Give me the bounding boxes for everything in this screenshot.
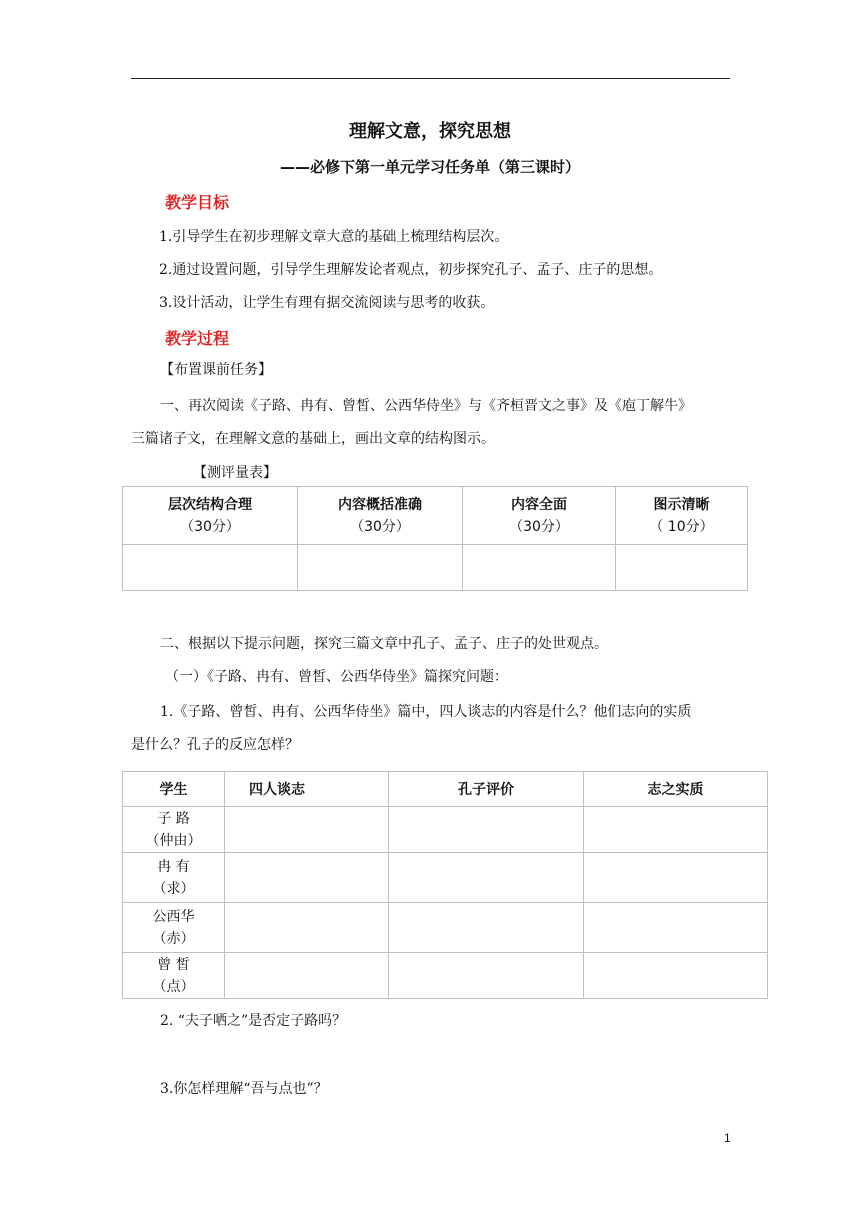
rubric-header-row — [123, 487, 748, 545]
table-row — [123, 903, 768, 953]
process-heading: 教学过程 — [165, 329, 230, 348]
table-row — [123, 953, 768, 999]
page-number: 1 — [724, 1131, 731, 1145]
rubric-score-row — [123, 545, 748, 591]
discussion-table — [122, 771, 768, 999]
document-subtitle: ——必修下第一单元学习任务单（第三课时） — [279, 158, 580, 176]
rubric-empty-cell[interactable] — [616, 545, 748, 591]
student-cell — [123, 903, 225, 953]
empty-cell[interactable] — [389, 853, 584, 903]
question2: 2. “夫子哂之”是否定子路吗？ — [160, 1013, 347, 1029]
task1-line1: 一、再次阅读《子路、冉有、曾皙、公西华侍坐》与《齐桓晋文之事》及《庖丁解牛》 — [160, 398, 692, 414]
sub-question-heading: （一）《子路、冉有、曾皙、公西华侍坐》篇探究问题： — [165, 669, 508, 685]
header-aspiration: 四人谈志 — [225, 772, 389, 807]
question3: 3.你怎样理解“吾与点也”？ — [160, 1081, 328, 1097]
empty-cell[interactable] — [389, 807, 584, 853]
rubric-header-cell — [463, 487, 616, 545]
question1-line2: 是什么？孔子的反应怎样？ — [131, 737, 299, 753]
header-rule — [131, 78, 730, 79]
header-student: 学生 — [123, 772, 225, 807]
empty-cell[interactable] — [225, 807, 389, 853]
rubric-empty-cell[interactable] — [463, 545, 616, 591]
rubric-empty-cell[interactable] — [298, 545, 463, 591]
student-cell — [123, 807, 225, 853]
empty-cell[interactable] — [584, 903, 768, 953]
rubric-empty-cell[interactable] — [123, 545, 298, 591]
rubric-criterion: 层次结构合理 — [168, 496, 252, 513]
rubric-score: （ 10分） — [649, 518, 714, 535]
rubric-criterion: 内容全面 — [511, 496, 567, 513]
student-name: 公西华 — [152, 908, 195, 925]
goal-item-1: 1.引导学生在初步理解文章大意的基础上梳理结构层次。 — [159, 229, 509, 245]
student-alias: （仲由） — [145, 832, 202, 849]
goal-item-2: 2.通过设置问题，引导学生理解发论者观点，初步探究孔子、孟子、庄子的思想。 — [159, 262, 663, 278]
rubric-criterion: 图示清晰 — [653, 496, 710, 513]
empty-cell[interactable] — [584, 953, 768, 999]
table-row — [123, 853, 768, 903]
student-name: 冉 有 — [157, 858, 190, 875]
empty-cell[interactable] — [389, 953, 584, 999]
rubric-score: （30分） — [509, 518, 569, 535]
student-name: 曾 皙 — [157, 956, 190, 973]
rubric-score: （30分） — [180, 518, 240, 535]
goal-item-3: 3.设计活动，让学生有理有据交流阅读与思考的收获。 — [159, 295, 495, 311]
task2-text: 二、根据以下提示问题，探究三篇文章中孔子、孟子、庄子的处世观点。 — [160, 636, 608, 652]
student-name: 子 路 — [157, 810, 190, 827]
student-alias: （点） — [152, 978, 195, 995]
student-cell — [123, 853, 225, 903]
student-alias: （赤） — [152, 930, 195, 947]
student-cell — [123, 953, 225, 999]
empty-cell[interactable] — [389, 903, 584, 953]
rubric-table — [122, 486, 748, 591]
goals-heading: 教学目标 — [165, 193, 230, 212]
rubric-score: （30分） — [350, 518, 410, 535]
header-confucius-comment: 孔子评价 — [389, 772, 584, 807]
empty-cell[interactable] — [225, 903, 389, 953]
rubric-header-cell — [123, 487, 298, 545]
pre-task-label: 【布置课前任务】 — [160, 362, 272, 378]
header-essence: 志之实质 — [584, 772, 768, 807]
empty-cell[interactable] — [584, 807, 768, 853]
task1-line2: 三篇诸子文，在理解文意的基础上，画出文章的结构图示。 — [131, 431, 495, 447]
rubric-criterion: 内容概括准确 — [338, 496, 422, 513]
empty-cell[interactable] — [584, 853, 768, 903]
rubric-header-cell — [616, 487, 748, 545]
discussion-header-row — [123, 772, 768, 807]
document-title: 理解文意，探究思想 — [349, 121, 511, 142]
question1-line1: 1.《子路、曾皙、冉有、公西华侍坐》篇中，四人谈志的内容是什么？他们志向的实质 — [160, 704, 692, 720]
empty-cell[interactable] — [225, 853, 389, 903]
rubric-label: 【测评量表】 — [193, 465, 277, 481]
table-row — [123, 807, 768, 853]
empty-cell[interactable] — [225, 953, 389, 999]
rubric-header-cell — [298, 487, 463, 545]
student-alias: （求） — [152, 880, 195, 897]
